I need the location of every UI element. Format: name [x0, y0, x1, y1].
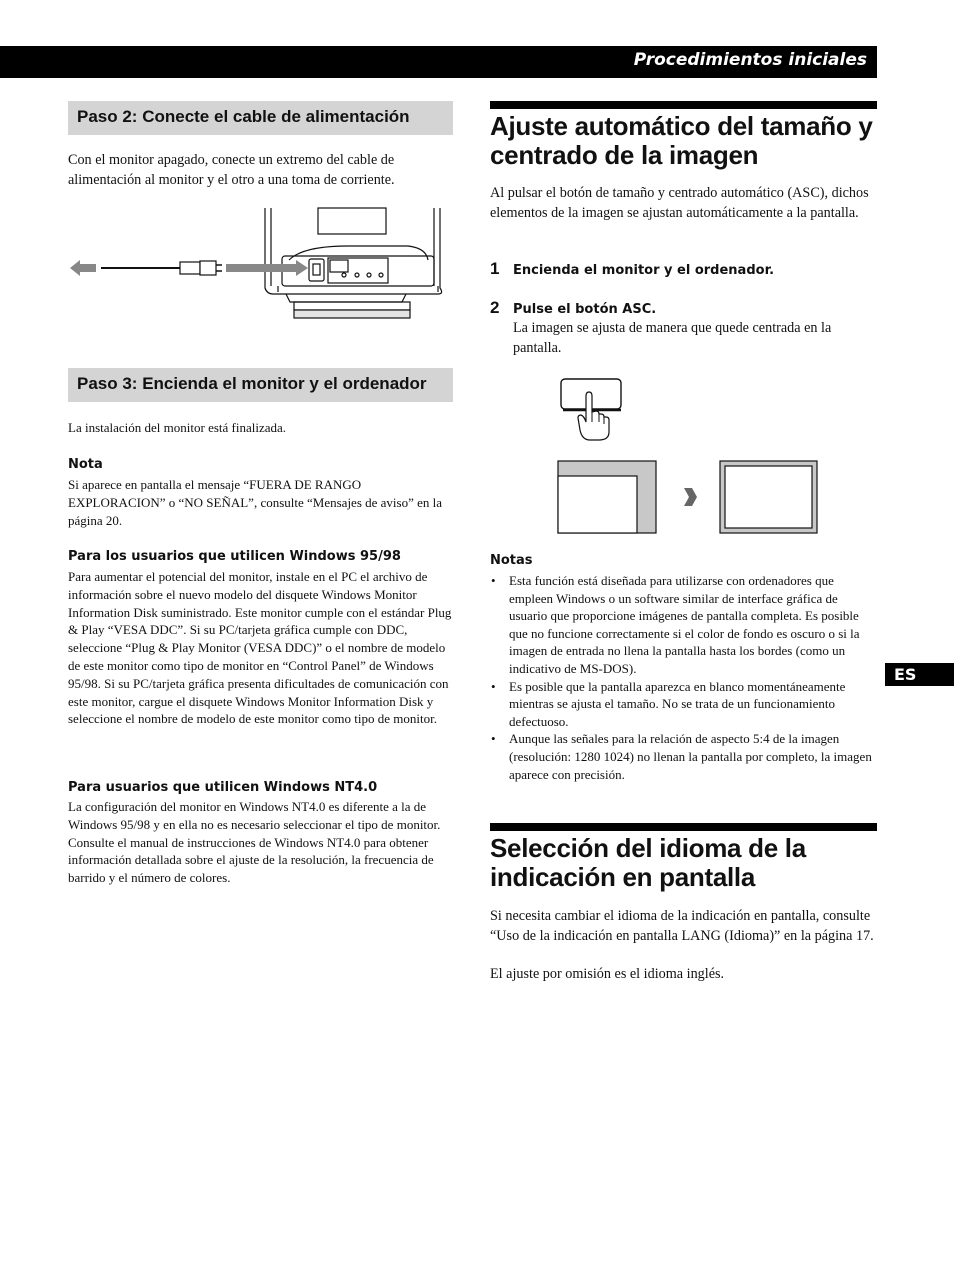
step2-label: Pulse el botón ASC.: [513, 302, 657, 317]
step1-number: 1: [490, 259, 500, 278]
idioma-rule: [490, 823, 877, 831]
win95-heading: Para los usuarios que utilicen Windows 95/98: [68, 549, 401, 564]
nota-heading: Nota: [68, 457, 103, 472]
paso3-text: La instalación del monitor está finalizada.: [68, 420, 287, 435]
step1-label: Encienda el monitor y el ordenador.: [513, 263, 775, 278]
nota-text: Si aparece en pantalla el mensaje “FUERA DE RANGO EXPLORACION” o “NO SEÑAL”, consulte “Mensajes de aviso” en la página 20.: [68, 477, 443, 528]
paso3-heading: Paso 3: Encienda el monitor y el ordenador: [77, 374, 427, 393]
step2-number: 2: [490, 298, 500, 317]
nota-item: • Es posible que la pantalla aparezca en blanco momentáneamente mientras se ajusta el tamaño. No se trata de un funcionamiento defectuoso.: [490, 678, 878, 731]
winnt-text: La configuración del monitor en Windows NT4.0 es diferente a la de Windows 95/98 y en ella no es necesario seleccionar el tipo de monitor. Consulte el manual de instrucciones de Windows NT4.0 para obtener información detallada sobre el ajuste de la resolución, la frecuencia de barrido y el número de colores.: [68, 799, 441, 886]
paso3-heading-box: [68, 368, 453, 402]
win95-text: Para aumentar el potencial del monitor, instale en el PC el archivo de información sobre el nuevo modelo del disquete Windows Monitor Information Disk suministrado. Este monitor cumple con el estándar Plug & Play “VESA DDC”. Si su PC/tarjeta gráfica cumple con DDC, seleccione “Plug & Play Monitor (VESA DDC)” o el nombre de modelo de este monitor como tipo de monitor en “Control Panel” de Windows 95/98. Si su PC/tarjeta gráfica presenta dificultades de comunicación con este monitor, cargue el disquete Windows Monitor Information Disk y seleccione el nombre de modelo de este monitor como tipo de monitor.: [68, 569, 452, 727]
idioma-text: Si necesita cambiar el idioma de la indicación en pantalla, consulte “Uso de la indicación en pantalla LANG (Idioma)” en la página 17.: [490, 908, 874, 944]
notas-list: [490, 572, 878, 783]
paso2-heading-box: [68, 101, 453, 135]
notas-heading: Notas: [490, 553, 533, 568]
language-tab-label: ES: [894, 665, 917, 684]
power-cable-illustration: [68, 206, 453, 324]
asc-intro: Al pulsar el botón de tamaño y centrado automático (ASC), dichos elementos de la imagen se ajustan automáticamente a la pantalla.: [490, 185, 869, 221]
screen-adjust-illustration: [556, 459, 820, 535]
header-bar: [0, 46, 877, 78]
nota-item: • Esta función está diseñada para utilizarse con ordenadores que empleen Windows o un software similar de interface gráfica de usuario que proporcione imágenes de pantalla completa. Es posible que no funcione correctamente si el color de fondo es oscuro o si la imagen de entrada no llena la pantalla hasta los bordes (como un indicativo de MS-DOS).: [490, 572, 878, 678]
paso2-heading: Paso 2: Conecte el cable de alimentación: [77, 107, 410, 126]
idioma-default-text: El ajuste por omisión es el idioma inglés.: [490, 966, 725, 982]
idioma-title: Selección del idioma de la indicación en pantalla: [490, 833, 806, 892]
language-tab: [885, 663, 954, 686]
section-title: Procedimientos iniciales: [633, 50, 867, 70]
asc-button-illustration: [558, 374, 626, 442]
step2-text: La imagen se ajusta de manera que quede centrada en la pantalla.: [513, 320, 832, 356]
paso2-text: Con el monitor apagado, conecte un extremo del cable de alimentación al monitor y el otro a una toma de corriente.: [68, 152, 395, 188]
nota-item: • Aunque las señales para la relación de aspecto 5:4 de la imagen (resolución: 1280 1024) no llenan la pantalla por completo, la imagen aparece con precisión.: [490, 730, 878, 783]
asc-title: Ajuste automático del tamaño y centrado de la imagen: [490, 111, 873, 170]
winnt-heading: Para usuarios que utilicen Windows NT4.0: [68, 780, 378, 795]
asc-rule: [490, 101, 877, 109]
